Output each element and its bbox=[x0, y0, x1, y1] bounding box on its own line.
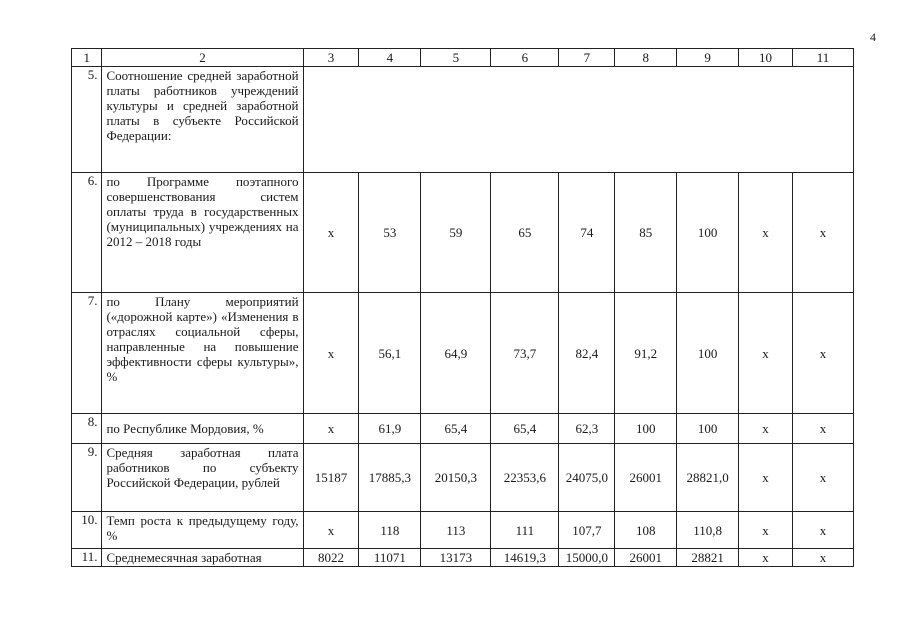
value-cell: 26001 bbox=[615, 549, 677, 567]
value-cell: 26001 bbox=[615, 444, 677, 512]
value-cell: 8022 bbox=[303, 549, 359, 567]
table-row bbox=[72, 512, 854, 549]
header-cell: 9 bbox=[677, 49, 739, 67]
row-description: Среднемесячная заработная bbox=[102, 549, 303, 567]
value-cell: x bbox=[303, 414, 359, 444]
value-cell: x bbox=[739, 293, 793, 414]
row-number: 5. bbox=[72, 67, 102, 173]
value-cell: 15187 bbox=[303, 444, 359, 512]
value-cell: 118 bbox=[359, 512, 421, 549]
header-cell: 5 bbox=[421, 49, 491, 67]
row-number: 8. bbox=[72, 414, 102, 444]
header-cell: 1 bbox=[72, 49, 102, 67]
value-cell: 73,7 bbox=[491, 293, 559, 414]
table-row bbox=[72, 293, 854, 414]
value-cell: 100 bbox=[677, 293, 739, 414]
value-cell: x bbox=[792, 173, 853, 293]
value-cell: 14619,3 bbox=[491, 549, 559, 567]
value-cell: 11071 bbox=[359, 549, 421, 567]
table-row bbox=[72, 444, 854, 512]
empty-merged-cell bbox=[303, 67, 853, 173]
value-cell: 111 bbox=[491, 512, 559, 549]
row-description: Темп роста к предыдущему году, % bbox=[102, 512, 303, 549]
value-cell: 28821 bbox=[677, 549, 739, 567]
value-cell: 53 bbox=[359, 173, 421, 293]
value-cell: 13173 bbox=[421, 549, 491, 567]
value-cell: 100 bbox=[677, 173, 739, 293]
value-cell: 100 bbox=[615, 414, 677, 444]
value-cell: 17885,3 bbox=[359, 444, 421, 512]
value-cell: x bbox=[739, 549, 793, 567]
value-cell: x bbox=[792, 414, 853, 444]
value-cell: x bbox=[792, 512, 853, 549]
value-cell: 110,8 bbox=[677, 512, 739, 549]
value-cell: 56,1 bbox=[359, 293, 421, 414]
value-cell: x bbox=[739, 512, 793, 549]
row-number: 10. bbox=[72, 512, 102, 549]
value-cell: 91,2 bbox=[615, 293, 677, 414]
value-cell: 82,4 bbox=[559, 293, 615, 414]
value-cell: 108 bbox=[615, 512, 677, 549]
table-row bbox=[72, 414, 854, 444]
value-cell: 64,9 bbox=[421, 293, 491, 414]
row-number: 7. bbox=[72, 293, 102, 414]
table-row bbox=[72, 549, 854, 567]
page-number: 4 bbox=[870, 30, 876, 44]
value-cell: 65,4 bbox=[421, 414, 491, 444]
header-cell: 11 bbox=[792, 49, 853, 67]
table-row bbox=[72, 67, 854, 173]
table-row bbox=[72, 173, 854, 293]
row-description: по Плану мероприятий («дорожной карте») «Изменения в отраслях социальной сферы, направленные на повышение эффективности сферы культуры», % bbox=[102, 293, 303, 414]
value-cell: x bbox=[303, 293, 359, 414]
value-cell: 113 bbox=[421, 512, 491, 549]
header-cell: 8 bbox=[615, 49, 677, 67]
header-cell: 10 bbox=[739, 49, 793, 67]
value-cell: 65 bbox=[491, 173, 559, 293]
value-cell: x bbox=[792, 444, 853, 512]
row-number: 11. bbox=[72, 549, 102, 567]
value-cell: 107,7 bbox=[559, 512, 615, 549]
value-cell: 85 bbox=[615, 173, 677, 293]
value-cell: x bbox=[303, 173, 359, 293]
header-cell: 3 bbox=[303, 49, 359, 67]
header-cell: 6 bbox=[491, 49, 559, 67]
value-cell: x bbox=[739, 444, 793, 512]
value-cell: x bbox=[739, 173, 793, 293]
value-cell: x bbox=[739, 414, 793, 444]
header-cell: 2 bbox=[102, 49, 303, 67]
value-cell: 20150,3 bbox=[421, 444, 491, 512]
header-cell: 7 bbox=[559, 49, 615, 67]
header-cell: 4 bbox=[359, 49, 421, 67]
row-description: по Республике Мордовия, % bbox=[102, 414, 303, 444]
value-cell: x bbox=[792, 549, 853, 567]
value-cell: 62,3 bbox=[559, 414, 615, 444]
value-cell: 15000,0 bbox=[559, 549, 615, 567]
table-body bbox=[72, 49, 854, 567]
value-cell: 28821,0 bbox=[677, 444, 739, 512]
header-row bbox=[72, 49, 854, 67]
value-cell: x bbox=[303, 512, 359, 549]
row-description: Соотношение средней заработной платы работников учреждений культуры и средней заработной платы в субъекте Российской Федерации: bbox=[102, 67, 303, 173]
value-cell: 74 bbox=[559, 173, 615, 293]
row-number: 6. bbox=[72, 173, 102, 293]
indicators-table bbox=[71, 48, 854, 567]
value-cell: 100 bbox=[677, 414, 739, 444]
value-cell: 61,9 bbox=[359, 414, 421, 444]
value-cell: 22353,6 bbox=[491, 444, 559, 512]
value-cell: x bbox=[792, 293, 853, 414]
row-description: по Программе поэтапного совершенствования систем оплаты труда в государственных (муниципальных) учреждениях на 2012 – 2018 годы bbox=[102, 173, 303, 293]
row-description: Средняя заработная плата работников по субъекту Российской Федерации, рублей bbox=[102, 444, 303, 512]
value-cell: 59 bbox=[421, 173, 491, 293]
row-number: 9. bbox=[72, 444, 102, 512]
value-cell: 65,4 bbox=[491, 414, 559, 444]
value-cell: 24075,0 bbox=[559, 444, 615, 512]
